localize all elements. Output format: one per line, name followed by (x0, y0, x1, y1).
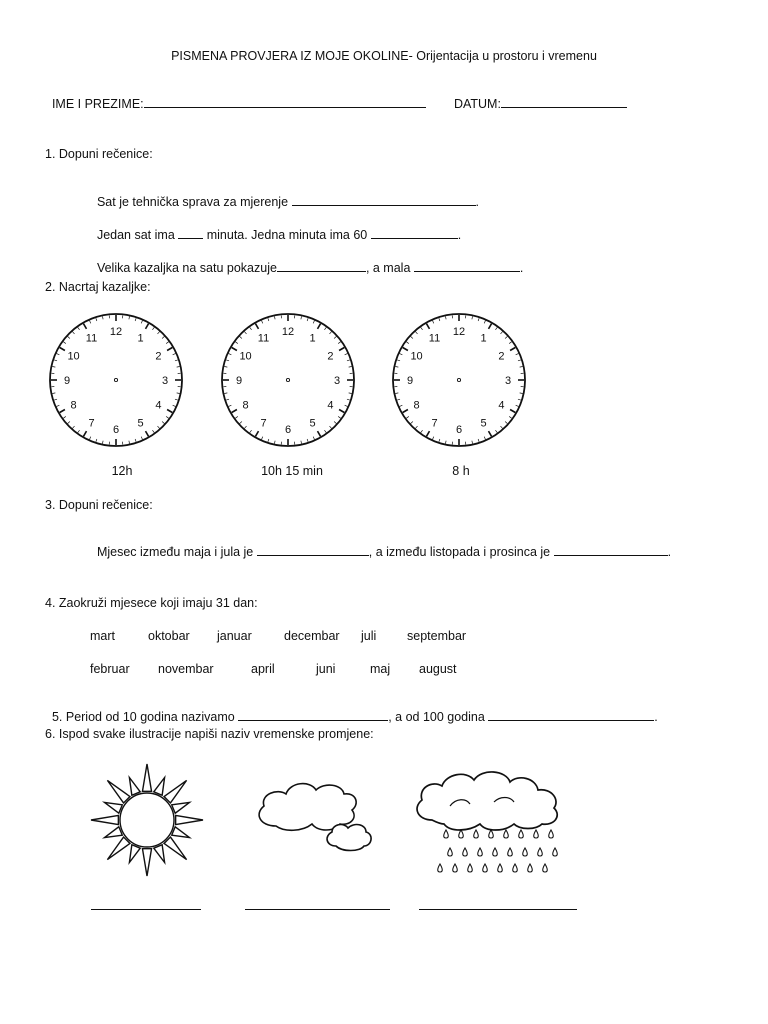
rain-drop (543, 864, 548, 872)
month-juli[interactable]: juli (361, 629, 377, 643)
name-label: IME I PREZIME: (51, 97, 144, 111)
month-septembar[interactable]: septembar (407, 629, 467, 643)
q1-s1-text: Sat je tehnička sprava za mjerenje (96, 195, 292, 209)
q3-blank-2[interactable] (554, 544, 668, 556)
q1-heading: 1. Dopuni rečenice: (45, 147, 153, 161)
clock-number: 2 (498, 350, 505, 363)
month-oktobar[interactable]: oktobar (148, 629, 190, 643)
clock-number: 7 (431, 417, 438, 430)
clock-number: 8 (70, 399, 77, 412)
rain-drop (553, 848, 558, 856)
q5-blank-1[interactable] (238, 709, 388, 721)
clock-number: 3 (161, 375, 169, 387)
rain-drop (523, 848, 528, 856)
rain-drop (459, 830, 464, 838)
clock-number: 1 (480, 332, 487, 345)
rain-drop (504, 830, 509, 838)
clock-number: 12 (109, 326, 123, 338)
q1-s3-blank-2[interactable] (414, 260, 520, 272)
clock-label-3: 8 h (452, 464, 470, 478)
page-title: PISMENA PROVJERA IZ MOJE OKOLINE- Orijentacija u prostoru i vremenu (171, 49, 597, 63)
clock-number: 3 (504, 375, 512, 387)
date-field[interactable] (447, 82, 627, 111)
clock-number: 2 (155, 350, 162, 363)
month-novembar[interactable]: novembar (158, 662, 214, 676)
month-januar[interactable]: januar (217, 629, 252, 643)
q1-s3-text-a: Velika kazaljka na satu pokazuje (96, 261, 277, 275)
clock-number: 6 (112, 424, 120, 436)
q3-heading: 3. Dopuni rečenice: (45, 498, 153, 512)
clock-number: 7 (88, 417, 95, 430)
clock-number: 4 (155, 399, 162, 412)
rain-drop (498, 864, 503, 872)
rain-drop (468, 864, 473, 872)
month-april[interactable]: april (251, 662, 275, 676)
q5-blank-2[interactable] (488, 709, 654, 721)
clock-number: 11 (428, 332, 441, 345)
rain-drop (534, 830, 539, 838)
q2-heading: 2. Nacrtaj kazaljke: (45, 280, 151, 294)
month-mart[interactable]: mart (90, 629, 115, 643)
q1-s2-text-b: minuta. Jedna minuta ima 60 (203, 228, 371, 242)
sun-ray (142, 849, 151, 876)
rain-drop (519, 830, 524, 838)
sun-ray (154, 845, 165, 863)
month-februar[interactable]: februar (90, 662, 130, 676)
rain-drop (528, 864, 533, 872)
clock-label-2: 10h 15 min (261, 464, 323, 478)
clock-face-3[interactable] (389, 312, 533, 452)
q3-end: . (667, 545, 672, 559)
q3-sentence (90, 530, 671, 559)
rain-drop (549, 830, 554, 838)
sun-ray (154, 778, 165, 796)
answer-line-1[interactable] (91, 908, 201, 910)
sun-ray (129, 778, 140, 796)
clock-number: 8 (242, 399, 249, 412)
month-decembar[interactable]: decembar (284, 629, 340, 643)
clock-number: 8 (413, 399, 420, 412)
q1-s2-end: . (457, 228, 462, 242)
clock-label-1: 12h (111, 464, 133, 478)
name-blank[interactable] (144, 96, 426, 108)
clock-number: 10 (67, 350, 80, 363)
clock-number: 12 (281, 326, 295, 338)
clock-number: 6 (284, 424, 292, 436)
rain-drop (438, 864, 443, 872)
clock-number: 9 (63, 375, 71, 387)
sun-icon (88, 756, 206, 880)
q1-s1-end: . (475, 195, 479, 209)
clock-number: 6 (455, 424, 463, 436)
sun-ray (176, 815, 203, 824)
clock-number: 1 (137, 332, 144, 345)
rain-cloud-icon (410, 766, 570, 878)
clock-number: 4 (498, 399, 505, 412)
rain-drop (478, 848, 483, 856)
answer-line-3[interactable] (419, 908, 577, 910)
rain-drop (474, 830, 479, 838)
sun-ray (91, 815, 118, 824)
month-august[interactable]: august (419, 662, 457, 676)
rain-drop (538, 848, 543, 856)
clock-number: 12 (452, 326, 466, 338)
clock-number: 5 (137, 417, 144, 430)
sun-ray (107, 780, 130, 803)
q1-sentence-3 (90, 246, 523, 275)
clock-number: 3 (333, 375, 341, 387)
clock-number: 4 (327, 399, 334, 412)
rain-drop (448, 848, 453, 856)
q1-sentence-2 (90, 213, 461, 242)
q3-text-a: Mjesec između maja i jula je (96, 545, 257, 559)
rain-drop (493, 848, 498, 856)
rain-drop (444, 830, 449, 838)
q1-sentence-1 (90, 180, 479, 209)
sun-ray (142, 764, 151, 791)
date-label: DATUM: (453, 97, 501, 111)
q4-heading: 4. Zaokruži mjesece koji imaju 31 dan: (45, 596, 258, 610)
q1-s1-blank[interactable] (292, 194, 476, 206)
date-blank[interactable] (501, 96, 627, 108)
q1-s2-blank-1[interactable] (178, 227, 203, 239)
q1-s2-blank-2[interactable] (371, 227, 458, 239)
q3-blank-1[interactable] (257, 544, 369, 556)
clock-number: 9 (235, 375, 243, 387)
q5-text-b: , a od 100 godina (388, 710, 489, 724)
q1-s3-end: . (519, 261, 524, 275)
rain-drop (508, 848, 513, 856)
month-juni[interactable]: juni (316, 662, 336, 676)
sun-ray (105, 827, 123, 838)
rain-drop (463, 848, 468, 856)
q5-sentence (45, 695, 658, 724)
clock-number: 11 (85, 332, 98, 345)
clock-number: 9 (406, 375, 414, 387)
name-field[interactable] (45, 82, 426, 111)
sun-ray (164, 837, 187, 860)
rain-drop (453, 864, 458, 872)
clock-number: 7 (260, 417, 267, 430)
month-maj[interactable]: maj (370, 662, 391, 676)
q1-s3-blank-1[interactable] (277, 260, 366, 272)
cloudy-icon (246, 778, 382, 872)
sun-ray (129, 845, 140, 863)
q3-text-b: , a između listopada i prosinca je (368, 545, 554, 559)
q1-s2-text-a: Jedan sat ima (96, 228, 179, 242)
clock-number: 11 (257, 332, 270, 345)
q6-heading: 6. Ispod svake ilustracije napiši naziv vremenske promjene: (45, 727, 374, 741)
sun-ray (172, 802, 190, 813)
rain-drop (483, 864, 488, 872)
clock-face-1[interactable] (46, 312, 190, 452)
clock-number: 10 (410, 350, 423, 363)
sun-ray (172, 827, 190, 838)
rain-drop (513, 864, 518, 872)
sun-ray (105, 802, 123, 813)
clock-face-2[interactable] (218, 312, 362, 452)
sun-ray (107, 837, 130, 860)
clock-number: 1 (309, 332, 316, 345)
sun-ray (164, 780, 187, 803)
rain-drop (489, 830, 494, 838)
answer-line-2[interactable] (245, 908, 390, 910)
q1-s3-text-b: , a mala (365, 261, 414, 275)
clock-number: 10 (239, 350, 252, 363)
clock-number: 5 (309, 417, 316, 430)
clock-number: 2 (327, 350, 334, 363)
q5-end: . (654, 710, 658, 724)
clock-number: 5 (480, 417, 487, 430)
q5-text-a: 5. Period od 10 godina nazivamo (51, 710, 239, 724)
